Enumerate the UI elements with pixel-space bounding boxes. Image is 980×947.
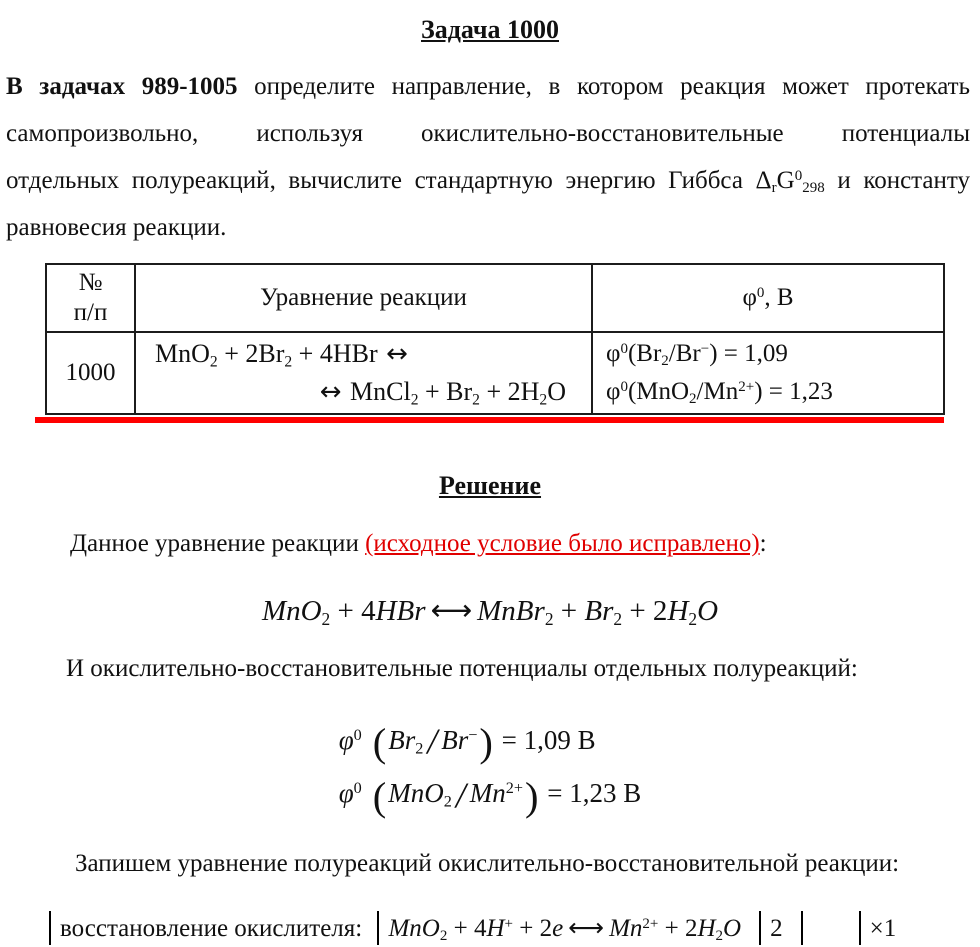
potentials-inner [339,715,642,822]
potentials-intro: И окислительно-восстановительные потенциалы отдельных полуреакций: [66,655,858,682]
cell-problem-number: 1000 [46,332,135,414]
table-header-row [46,264,944,332]
cell-potentials [592,332,944,414]
cell-reaction-equation [135,332,592,414]
statement-line-4: равновесия реакции. [6,214,227,241]
problem-table [45,263,945,415]
main-reaction-equation: MnO2 + 4HBr ⟷ MnBr2 + Br2 + 2H2O [261,593,719,629]
header-cell-number [46,264,135,332]
red-divider-line [35,417,944,423]
problem-statement [0,63,980,251]
given-equation-intro: Данное уравнение реакции (исходное условие было исправлено): [70,530,767,557]
table-row [46,332,944,414]
page-title: Задача 1000 [421,15,559,44]
potential-line2: $\varphi^0(MnO2/Mn^{2+}) = 1,23$ [606,378,833,408]
reaction-equation-line2: ↔ MnCl2 + Br2 + 2H2O [319,377,566,409]
half-reactions-intro: Запишем уравнение полуреакций окислительно-восстановительной реакции: [75,849,900,877]
potential-equation-2: $\varphi^0$ $(MnO2 / Mn^{2+}) = 1,23$ В [338,773,642,819]
statement-line-1: В задачах 989-1005 определите направление, в котором реакция может протекать [6,73,970,100]
document-page [0,14,980,944]
potentials-block [0,715,980,822]
header-cell-potential: $\varphi^0$, В [592,264,944,332]
half-reaction-line: восстановление окислителя: MnO2 + 4H+ + 2e ⟷ $Mn^{2+} + 2H2O$ 2 ×1 [0,910,980,947]
statement-line-2: самопроизвольно, используя окислительно-восстановительные потенциалы [6,120,970,147]
potential-equation-1: $\varphi^0$ (Br2 / Br−) = 1,09 В [338,720,596,766]
potential-line1: $\varphi^0(Br2/Br^-) = 1,09$ [606,340,788,370]
header-cell-equation: Уравнение реакции [135,264,592,332]
statement-line-3: отдельных полуреакций, вычислите стандартную энергию Гиббса ΔrG$^0$298 и константу [6,167,970,197]
header-number-line2: п/п [73,299,108,326]
reaction-equation-line1: MnO2 + 2Br2 + 4HBr ↔ [155,339,408,371]
solution-heading: Решение [438,471,542,500]
header-number-line1: № [78,269,103,296]
